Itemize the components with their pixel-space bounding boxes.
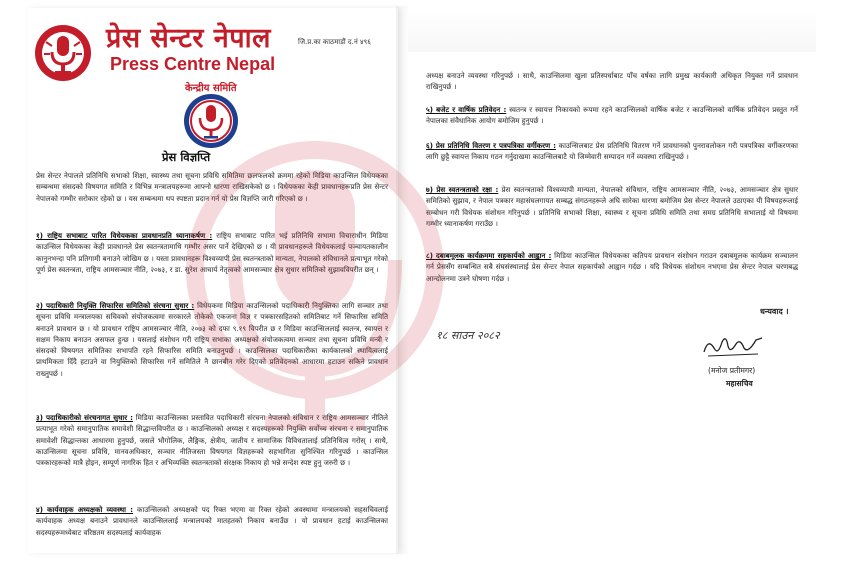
point-2-text: विधेयकमा मिडिया काउन्सिलको पदाधिकारी नियुक्तिका लागि सञ्चार तथा सूचना प्रविधि मन्त्रालयका सचिवको संयोजकत्वमा सरकारले तोकेको एकजना विज्ञ र पत्रकारसहितको समितिबाट गर्ने सिफारिस समिति बनाउने प्रावधान छ । यो प्रावधान राष्ट्रिय आमसञ्चार नीति, २०७३ को दफा ९.१९ विपरीत छ र मिडिया काउन्सिललाई स्वतन्त्र, स्वायत्त र सक्षम निकाय बनाउन असफल हुन्छ । यसलाई संशोधन गरी राष्ट्रिय सभाका अध्यक्षको संयोजकत्वमा सञ्चार तथा सूचना प्रविधि मन्त्री र संसदको विषयगत समितिका सभापति रहने सिफारिस समिति बनाउनुपर्छ । काउन्सिलका पदाधिकारीका कार्यकालको स्थायित्वलाई प्राथमिकता दिँदै हटाउने वा नियुक्तिको सिफारिस गर्ने समितिले नै छानबीन गरेर दिएको प्रतिवेदनको आधारमा हटाउन सकिने प्रावधान राख्नुपर्छ । xyxy=(36,301,388,378)
press-centre-emblem xyxy=(182,92,240,150)
signatory-name: (मनोज प्रतीमगर) xyxy=(708,366,756,375)
closing-thanks: धन्यवाद । xyxy=(760,307,789,316)
point-1 xyxy=(36,230,388,275)
point-3-heading: ३) पदाधिकारीको संरचनागत सुधार : xyxy=(36,413,133,422)
handwritten-signature xyxy=(698,330,768,364)
page-right-top-strip xyxy=(408,8,816,52)
point-8-heading: ८) दबाबमूलक कार्यक्रममा सहकार्यको आह्वान : xyxy=(426,251,552,260)
point-4-text: काउन्सिलको अध्यक्षको पद रिक्त भएमा वा रिक्त रहेको अवस्थामा मन्त्रालयको सहसचिवलाई कार्यवाहक अध्यक्ष बनाउने प्रावधानले काउन्सिललाई मन्त्रालयको मातहतको निकाय बनाउँछ । यो प्रावधान हटाई काउन्सिलका सदस्यहरूमध्येबाट वरिष्ठतम सदस्यलाई कार्यवाहक xyxy=(36,505,388,537)
page-right xyxy=(408,52,816,562)
point-7-heading: ७) प्रेस स्वतन्त्रताको रक्षा : xyxy=(426,185,499,194)
point-3 xyxy=(36,412,388,468)
point-2 xyxy=(36,300,388,379)
point-6-heading: ६) प्रेस प्रतिनिधि वितरण र पत्रपत्रिका वर्गीकरण : xyxy=(426,141,556,150)
point-7-text: प्रेस स्वतन्त्रताको विश्वव्यापी मान्यता, नेपालको संविधान, राष्ट्रिय आमसञ्चार नीति, २०७३, आमसञ्चार क्षेत्र सुधार समितिको सुझाव, र नेपाल पत्रकार महासंघलगायत सम्बद्ध संगठनहरूले अघि सारेका धारणा बमोजिम प्रेस सेन्टर नेपालले उठाएका यी विषयहरूलाई सम्बोधन गरी विधेयक संशोधन गरिनुपर्छ । प्रतिनिधि सभाको शिक्षा, स्वास्थ्य र सूचना प्रविधि समिति तथा समग्र प्रतिनिधि सभालाई यो विषयमा गम्भीर ध्यानाकर्षण गराउँछ । xyxy=(426,185,799,228)
point-8-text: मिडिया काउन्सिल विधेयकका कतिपय प्रावधान संशोधन गराउन दबाबमूलक कार्यक्रम सञ्चालन गर्न प्रेससँग सम्बन्धित सबै संघसंस्थालाई प्रेस सेन्टर नेपाल सहकार्यको आह्वान गर्दछ । यदि विधेयक संशोधन नभएमा प्रेस सेन्टर नेपाल चरणबद्ध आन्दोलनमा उत्रने घोषणा गर्दछ । xyxy=(426,251,798,283)
intro-paragraph: प्रेस सेन्टर नेपालले प्रतिनिधि सभाको शिक्षा, स्वास्थ्य तथा सूचना प्रविधि समितिमा छलफलको क्रममा रहेको मिडिया काउन्सिल विधेयकका सम्बन्धमा संसदको विषयगत समिति र विभिन्न मन्त्रालयहरूमा आफ्नो धारणा राखिसकेको छ । विधेयकका केही प्रावधानहरूप्रति प्रेस सेन्टर नेपालको गम्भीर सरोकार रहेको छ । यस सम्बन्धमा थप स्पष्टता प्रदान गर्न यो प्रेस विज्ञप्ति जारी गरिएको छ । xyxy=(36,171,388,203)
point-8 xyxy=(426,250,798,284)
committee-label: केन्द्रीय समिति xyxy=(185,83,237,94)
point-4-continuation: अध्यक्ष बनाउने व्यवस्था गरिनुपर्छ । साथै, काउन्सिलमा खुला प्रतिस्पर्धाबाट पाँच वर्षका लागि प्रमुख कार्यकारी अधिकृत नियुक्त गर्ने प्रावधान राखिनुपर्छ । xyxy=(426,71,798,92)
point-5 xyxy=(426,104,798,127)
title-devanagari: प्रेस सेन्टर नेपाल xyxy=(106,23,271,54)
point-5-text: स्वतन्त्र र स्वायत्त निकायको रूपमा रहने काउन्सिलको वार्षिक बजेट र काउन्सिलको वार्षिक प्रतिवेदन प्रस्तुत गर्ने नेपालका संवैधानिक आयोग बमोजिम हुनुपर्छ । xyxy=(426,105,798,126)
title-english: Press Centre Nepal xyxy=(110,54,276,74)
point-3-text: मिडिया काउन्सिलका प्रस्तावित पदाधिकारी संरचना नेपालको संविधान र राष्ट्रिय आमसञ्चार नीतिले प्रत्याभूत गरेको समानुपातिक समावेशी सिद्धान्तविपरीत छ । काउन्सिलको अध्यक्ष र सदस्यहरूको नियुक्ति सर्वोच्च संरचना र समानुपातिक समावेशी सिद्धान्तका आधारमा हुनुपर्छ, जसले भौगोलिक, लैङ्गिक, क्षेत्रीय, जातीय र सामाजिक विविधतालाई प्रतिनिधित्व गरोस् । साथै, काउन्सिलमा सूचना प्रविधि, मानवअधिकार, सञ्चार नीतिजस्ता विषयगत विज्ञहरूको सहभागिता सुनिश्चित गरिनुपर्छ । काउन्सिल पत्रकारहरूको मात्रै होइन, सम्पूर्ण नागरिक हित र अभिव्यक्ति स्वतन्त्रताको संरक्षक निकाय हो भन्ने सन्देश स्पष्ट हुनु जरुरी छ । xyxy=(36,413,388,468)
point-5-heading: ५) बजेट र वार्षिक प्रतिवेदन : xyxy=(426,105,507,114)
signatory-title: महासचिव xyxy=(726,379,753,388)
point-6 xyxy=(426,140,798,163)
registration-number: जि.प्र.का काठमाडौं द.नं ४९६ xyxy=(298,38,371,46)
press-release-title: प्रेस विज्ञप्ति xyxy=(162,150,211,164)
point-7 xyxy=(426,184,798,229)
point-4-heading: ४) कार्यवाहक अध्यक्षको व्यवस्था : xyxy=(36,505,134,514)
point-4 xyxy=(36,504,388,538)
microphone-fist-logo xyxy=(32,22,94,84)
point-1-text: राष्ट्रिय सभाबाट पारित भई प्रतिनिधि सभामा विचाराधीन मिडिया काउन्सिल विधेयकका केही प्रावधानले प्रेस स्वतन्त्रतामाथि गम्भीर असर पार्ने देखिएको छ । यी प्रावधानहरूले विधेयकलाई पञ्चायतकालीन कानुनभन्दा पनि प्रतिगामी बनाउने जोखिम छ । यस्ता प्रावधानहरू विश्वव्यापी प्रेस स्वतन्त्रताको मान्यता, नेपालको संविधानले प्रत्याभूत गरेको पूर्ण प्रेस स्वतन्त्रता, राष्ट्रिय आमसञ्चार नीति, २०७३, र डा. सुरेश आचार्य नेतृत्वको आमसञ्चार क्षेत्र सुधार समितिको सुझावविपरीत छन् । xyxy=(36,231,388,274)
page-left xyxy=(28,8,398,553)
handwritten-date: १८ साउन २०८२ xyxy=(436,329,500,342)
point-2-heading: २) पदाधिकारी नियुक्ति सिफारिस समितिको संरचना सुधार : xyxy=(36,301,195,310)
point-1-heading: १) राष्ट्रिय सभाबाट पारित विधेयकका प्रावधानप्रति ध्यानाकर्षण : xyxy=(36,231,213,240)
point-6-text: काउन्सिलबाट प्रेस प्रतिनिधि वितरण गर्ने प्रावधानको पुनरावलोकन गरी पत्रपत्रिका वर्गीकरणका लागि छुट्टै स्वायत्त निकाय गठन गर्नुदाखमा काउन्सिलबाटै यो जिम्मेवारी सम्पादन गर्ने व्यवस्था राखिनुपर्छ । xyxy=(426,141,798,162)
